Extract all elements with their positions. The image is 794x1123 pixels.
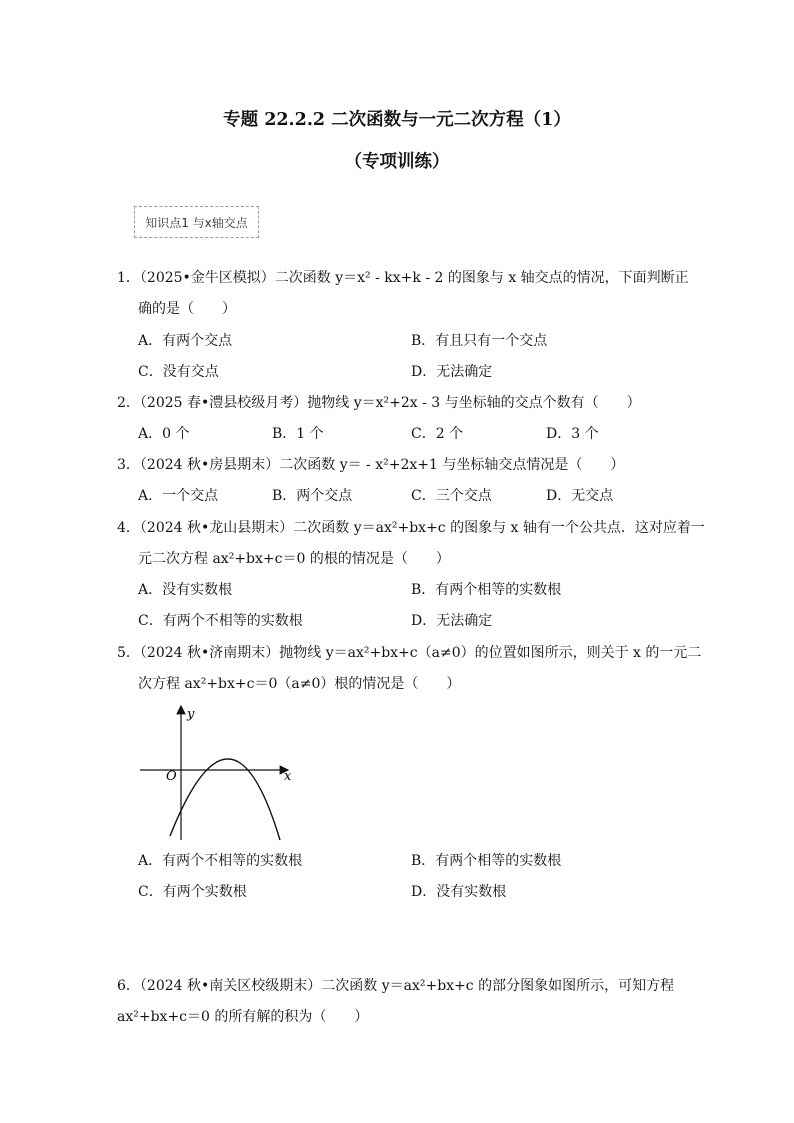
question-4-option-d: D．无法确定 (411, 613, 493, 629)
question-6-stem-cont: ax²+bx+c＝0 的所有解的积为（ ） (117, 1009, 369, 1025)
question-2-stem: 2．（2025 春•澧县校级月考）抛物线 y＝x²+2x - 3 与坐标轴的交点个数有（ ） (117, 395, 641, 411)
question-1-option-b: B．有且只有一个交点 (411, 333, 548, 349)
question-6-stem: 6．（2024 秋•南关区校级期末）二次函数 y＝ax²+bx+c 的部分图象如图所示，可知方程 (117, 978, 675, 994)
question-3-option-a: A．一个交点 (138, 488, 219, 504)
question-4-stem: 4．（2024 秋•龙山县期末）二次函数 y＝ax²+bx+c 的图象与 x 轴有一个公共点．这对应着一 (117, 520, 705, 536)
x-axis-label: x (284, 769, 292, 784)
page-subtitle: （专项训练） (344, 152, 450, 172)
question-5-option-a: A．有两个不相等的实数根 (138, 853, 303, 869)
parabola-graph (140, 700, 310, 845)
question-5-stem: 5．（2024 秋•济南期末）抛物线 y＝ax²+bx+c（a≠0）的位置如图所示，则关于 x 的一元二 (117, 645, 702, 661)
question-1-option-d: D．无法确定 (411, 364, 493, 380)
question-5-option-d: D．没有实数根 (411, 884, 507, 900)
knowledge-point-box: 知识点1 与x轴交点 (134, 206, 259, 238)
question-3-stem: 3．（2024 秋•房县期末）二次函数 y＝ - x²+2x+1 与坐标轴交点情况是（ ） (117, 457, 625, 473)
y-axis-label: y (187, 707, 195, 722)
question-3-option-b: B．两个交点 (272, 488, 353, 504)
question-1-stem-cont: 确的是（ ） (138, 301, 236, 317)
question-2-option-c: C．2 个 (411, 426, 464, 442)
question-5-stem-cont: 次方程 ax²+bx+c＝0（a≠0）根的情况是（ ） (138, 676, 461, 692)
question-1-stem: 1．（2025•金牛区模拟）二次函数 y＝x² - kx+k - 2 的图象与 x 轴交点的情况，下面判断正 (117, 270, 689, 286)
question-2-option-d: D．3 个 (546, 426, 599, 442)
question-2-option-a: A．0 个 (138, 426, 190, 442)
question-1-option-c: C．没有交点 (138, 364, 219, 380)
question-1-option-a: A．有两个交点 (138, 333, 233, 349)
question-5-option-c: C．有两个实数根 (138, 884, 247, 900)
question-3-option-d: D．无交点 (546, 488, 614, 504)
question-4-option-b: B．有两个相等的实数根 (411, 582, 562, 598)
question-4-stem-cont: 元二次方程 ax²+bx+c＝0 的根的情况是（ ） (138, 551, 450, 567)
question-3-option-c: C．三个交点 (411, 488, 492, 504)
question-4-option-a: A．没有实数根 (138, 582, 233, 598)
question-4-option-c: C．有两个不相等的实数根 (138, 613, 303, 629)
question-2-option-b: B．1 个 (272, 426, 324, 442)
origin-label: O (166, 769, 177, 784)
page-title: 专题 22.2.2 二次函数与一元二次方程（1） (223, 110, 571, 130)
parabola-curve (170, 759, 280, 840)
question-5-option-b: B．有两个相等的实数根 (411, 853, 562, 869)
